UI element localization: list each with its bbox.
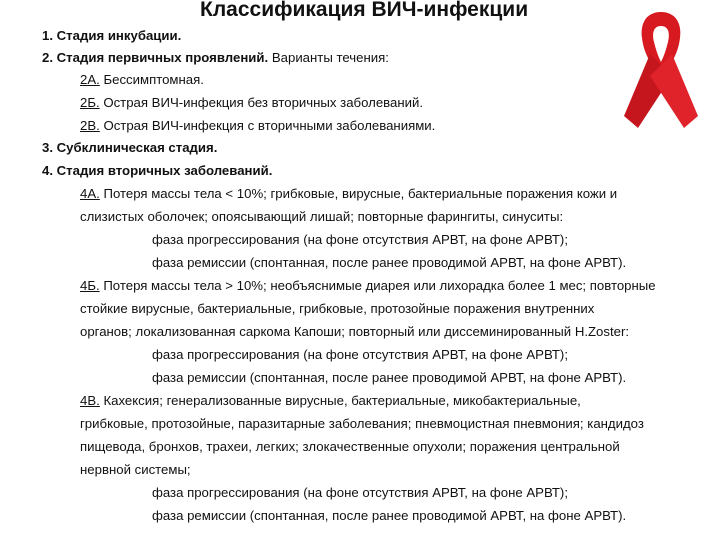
- stage-2v-text: Острая ВИЧ-инфекция с вторичными заболеваниями.: [99, 118, 436, 133]
- stage-2b-code: 2Б.: [80, 95, 100, 110]
- stage-2-heading: 2. Стадия первичных проявлений.: [42, 50, 269, 65]
- stage-4v-phase-remission: фаза ремиссии (спонтанная, после ранее проводимой АРВТ, на фоне АРВТ).: [152, 508, 627, 523]
- stage-4b-line-1: [80, 276, 656, 296]
- stage-4a-code: 4А.: [80, 186, 100, 201]
- stage-2a-code: 2А.: [80, 72, 100, 87]
- stage-4: 4. Стадия вторичных заболеваний.: [42, 163, 273, 178]
- stage-4b-phase-progress: фаза прогрессирования (на фоне отсутствия АРВТ, на фоне АРВТ);: [152, 347, 568, 362]
- stage-2a-text: Бессимптомная.: [99, 72, 204, 87]
- stage-4v-text-1: Кахексия; генерализованные вирусные, бактериальные, микобактериальные,: [99, 393, 581, 408]
- page-title: Классификация ВИЧ-инфекции: [200, 0, 529, 21]
- stage-4a-phase-progress: фаза прогрессирования (на фоне отсутствия АРВТ, на фоне АРВТ);: [152, 232, 568, 247]
- stage-2-variants: Варианты течения:: [268, 50, 389, 65]
- stage-2v: [80, 116, 435, 136]
- stage-4a-text-1: Потеря массы тела < 10%; грибковые, вирусные, бактериальные поражения кожи и: [99, 186, 618, 201]
- stage-4b-code: 4Б.: [80, 278, 100, 293]
- stage-3: 3. Субклиническая стадия.: [42, 140, 218, 155]
- stage-4a-phase-remission: фаза ремиссии (спонтанная, после ранее проводимой АРВТ, на фоне АРВТ).: [152, 255, 627, 270]
- stage-1: 1. Стадия инкубации.: [42, 28, 182, 43]
- awareness-ribbon-icon: [624, 4, 698, 132]
- stage-4b-line-3: органов; локализованная саркома Капоши; повторный или диссеминированный H.Zoster:: [80, 324, 630, 339]
- stage-4v-line-3: пищевода, бронхов, трахеи, легких; злокачественные опухоли; поражения центральной: [80, 439, 620, 454]
- stage-2b: [80, 93, 423, 113]
- stage-4v-line-4: нервной системы;: [80, 462, 191, 477]
- stage-2b-text: Острая ВИЧ-инфекция без вторичных заболеваний.: [99, 95, 424, 110]
- stage-2v-code: 2В.: [80, 118, 100, 133]
- stage-4b-text-1: Потеря массы тела > 10%; необъяснимые диарея или лихорадка более 1 мес; повторные: [99, 278, 656, 293]
- stage-2: [42, 48, 389, 68]
- stage-4v-phase-progress: фаза прогрессирования (на фоне отсутствия АРВТ, на фоне АРВТ);: [152, 485, 568, 500]
- stage-4v-line-2: грибковые, протозойные, паразитарные заболевания; пневмоцистная пневмония; кандидоз: [80, 416, 644, 431]
- stage-4b-line-2: стойкие вирусные, бактериальные, грибковые, протозойные поражения внутренних: [80, 301, 595, 316]
- stage-4b-phase-remission: фаза ремиссии (спонтанная, после ранее проводимой АРВТ, на фоне АРВТ).: [152, 370, 627, 385]
- stage-4a-line-2: слизистых оболочек; опоясывающий лишай; повторные фарингиты, синуситы:: [80, 209, 564, 224]
- stage-4v-line-1: [80, 391, 581, 411]
- stage-4v-code: 4В.: [80, 393, 100, 408]
- stage-2a: [80, 70, 204, 90]
- stage-4a-line-1: [80, 184, 617, 204]
